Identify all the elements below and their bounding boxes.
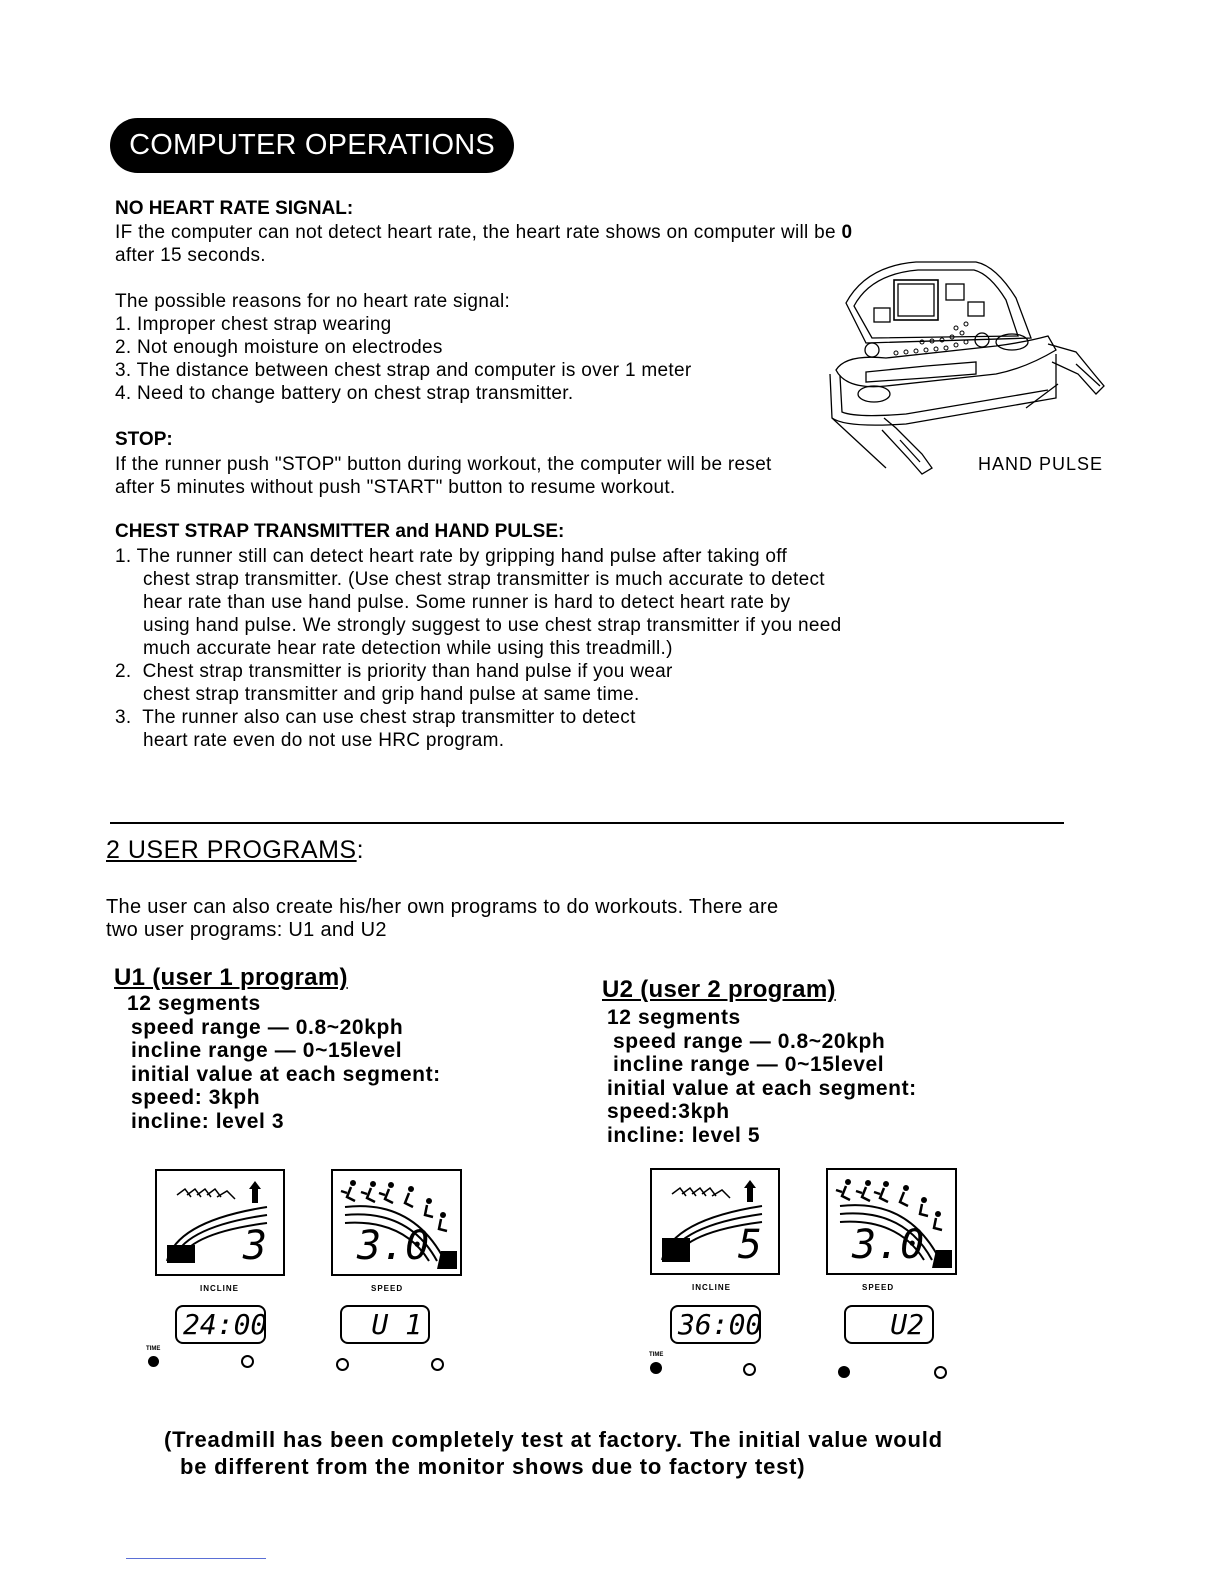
user-programs-title: 2 USER PROGRAMS (106, 836, 357, 864)
u1-program-display (340, 1305, 430, 1344)
u2-speed-display (826, 1168, 957, 1275)
u1-speed-display (331, 1169, 462, 1276)
u2-program-value: U2 (890, 1308, 924, 1341)
list-item: 1. Improper chest strap wearing (115, 314, 392, 335)
u2-spec-line: incline range — 0~15level (613, 1053, 885, 1076)
list-item: 2. Not enough moisture on electrodes (115, 337, 443, 358)
u2-speed-caption: SPEED (862, 1283, 895, 1292)
no-heart-rate-text (115, 221, 852, 267)
u2-time-display (670, 1305, 761, 1344)
u1-incline-display (155, 1169, 285, 1276)
u2-title: U2 (user 2 program) (602, 976, 836, 1003)
list-item-continued: hear rate than use hand pulse. Some runner is hard to detect heart rate by (143, 592, 791, 613)
u2-spec-line: 12 segments (607, 1006, 741, 1029)
no-hr-zero: 0 (841, 222, 853, 243)
list-item-continued: heart rate even do not use HRC program. (143, 730, 505, 751)
user-programs-heading (106, 836, 364, 865)
no-hr-line2: after 15 seconds. (115, 245, 266, 266)
list-item: 1. The runner still can detect heart rate by gripping hand pulse after taking off (115, 546, 788, 567)
stop-text (115, 453, 772, 499)
u1-spec-line: 12 segments (127, 992, 261, 1015)
u2-spec-line: speed range — 0.8~20kph (613, 1029, 886, 1053)
list-item: 3. The runner also can use chest strap transmitter to detect (115, 707, 636, 728)
u2-time-icon: TIME (649, 1352, 664, 1358)
chest-strap-list (115, 545, 842, 752)
chest-strap-heading: CHEST STRAP TRANSMITTER and HAND PULSE: (115, 521, 565, 542)
u1-time-icon: TIME (146, 1346, 161, 1352)
section-banner: COMPUTER OPERATIONS (110, 118, 514, 173)
note-line1: (Treadmill has been completely test at factory. The initial value would (164, 1427, 943, 1452)
u1-speed-value: 3.0 (357, 1223, 430, 1269)
u1-program-value: U 1 (371, 1308, 422, 1341)
intro-line2: two user programs: U1 and U2 (106, 919, 387, 941)
u2-spec-line: initial value at each segment: (607, 1076, 917, 1100)
u2-spec-line: incline: level 5 (607, 1123, 761, 1147)
stop-line2: after 5 minutes without push "START" button to resume workout. (115, 477, 676, 498)
u1-specs (127, 992, 441, 1133)
u1-time-display (175, 1305, 266, 1344)
u1-spec-line: initial value at each segment: (131, 1062, 441, 1086)
user-programs-colon: : (356, 836, 365, 864)
no-hr-line1: IF the computer can not detect heart rate, the heart rate shows on computer will be (115, 222, 836, 243)
reasons-list (115, 290, 691, 405)
user-programs-intro (106, 896, 778, 942)
u1-speed-caption: SPEED (371, 1284, 404, 1293)
section-divider (110, 822, 1064, 824)
u2-led-active (838, 1366, 850, 1378)
u2-incline-display (650, 1168, 780, 1275)
u2-specs (607, 1006, 917, 1147)
u2-time-led (650, 1362, 662, 1374)
u1-time-value: 24:00 (183, 1308, 268, 1341)
reasons-title: The possible reasons for no heart rate signal: (115, 291, 511, 312)
stop-heading: STOP: (115, 429, 173, 450)
treadmill-console-illustration (826, 258, 1116, 480)
u2-led (743, 1363, 756, 1376)
u1-incline-caption: INCLINE (200, 1284, 239, 1293)
u1-incline-value: 3 (242, 1223, 267, 1269)
u2-speed-value: 3.0 (852, 1222, 925, 1268)
u1-led (241, 1355, 254, 1368)
stop-line1: If the runner push "STOP" button during workout, the computer will be reset (115, 454, 772, 475)
u1-spec-line: incline range — 0~15level (131, 1039, 403, 1062)
u1-time-led (148, 1356, 159, 1367)
list-item-continued: chest strap transmitter. (Use chest strap transmitter is much accurate to detect (143, 569, 825, 590)
u1-spec-line: incline: level 3 (131, 1109, 285, 1133)
u2-time-value: 36:00 (678, 1308, 763, 1341)
list-item-continued: much accurate hear rate detection while using this treadmill.) (143, 638, 673, 659)
u2-led (934, 1366, 947, 1379)
u1-spec-line: speed: 3kph (131, 1086, 261, 1109)
u1-spec-line: speed range — 0.8~20kph (131, 1015, 404, 1039)
factory-test-note (164, 1426, 943, 1480)
u1-led (336, 1358, 349, 1371)
u2-program-display (844, 1305, 934, 1344)
hand-pulse-label: HAND PULSE (978, 454, 1104, 474)
list-item: 3. The distance between chest strap and computer is over 1 meter (115, 360, 692, 381)
intro-line1: The user can also create his/her own programs to do workouts. There are (106, 896, 779, 918)
list-item: 2. Chest strap transmitter is priority than hand pulse if you wear (115, 661, 673, 682)
list-item: 4. Need to change battery on chest strap transmitter. (115, 383, 574, 404)
footer-line (126, 1558, 266, 1559)
no-heart-rate-heading: NO HEART RATE SIGNAL: (115, 198, 354, 219)
list-item-continued: using hand pulse. We strongly suggest to use chest strap transmitter if you need (143, 615, 842, 636)
u2-incline-value: 5 (737, 1222, 762, 1268)
u2-spec-line: speed:3kph (607, 1100, 730, 1123)
u1-title: U1 (user 1 program) (114, 964, 348, 991)
u1-led (431, 1358, 444, 1371)
list-item-continued: chest strap transmitter and grip hand pulse at same time. (143, 684, 640, 705)
note-line2: be different from the monitor shows due to factory test) (180, 1454, 806, 1479)
u2-incline-caption: INCLINE (692, 1283, 731, 1292)
